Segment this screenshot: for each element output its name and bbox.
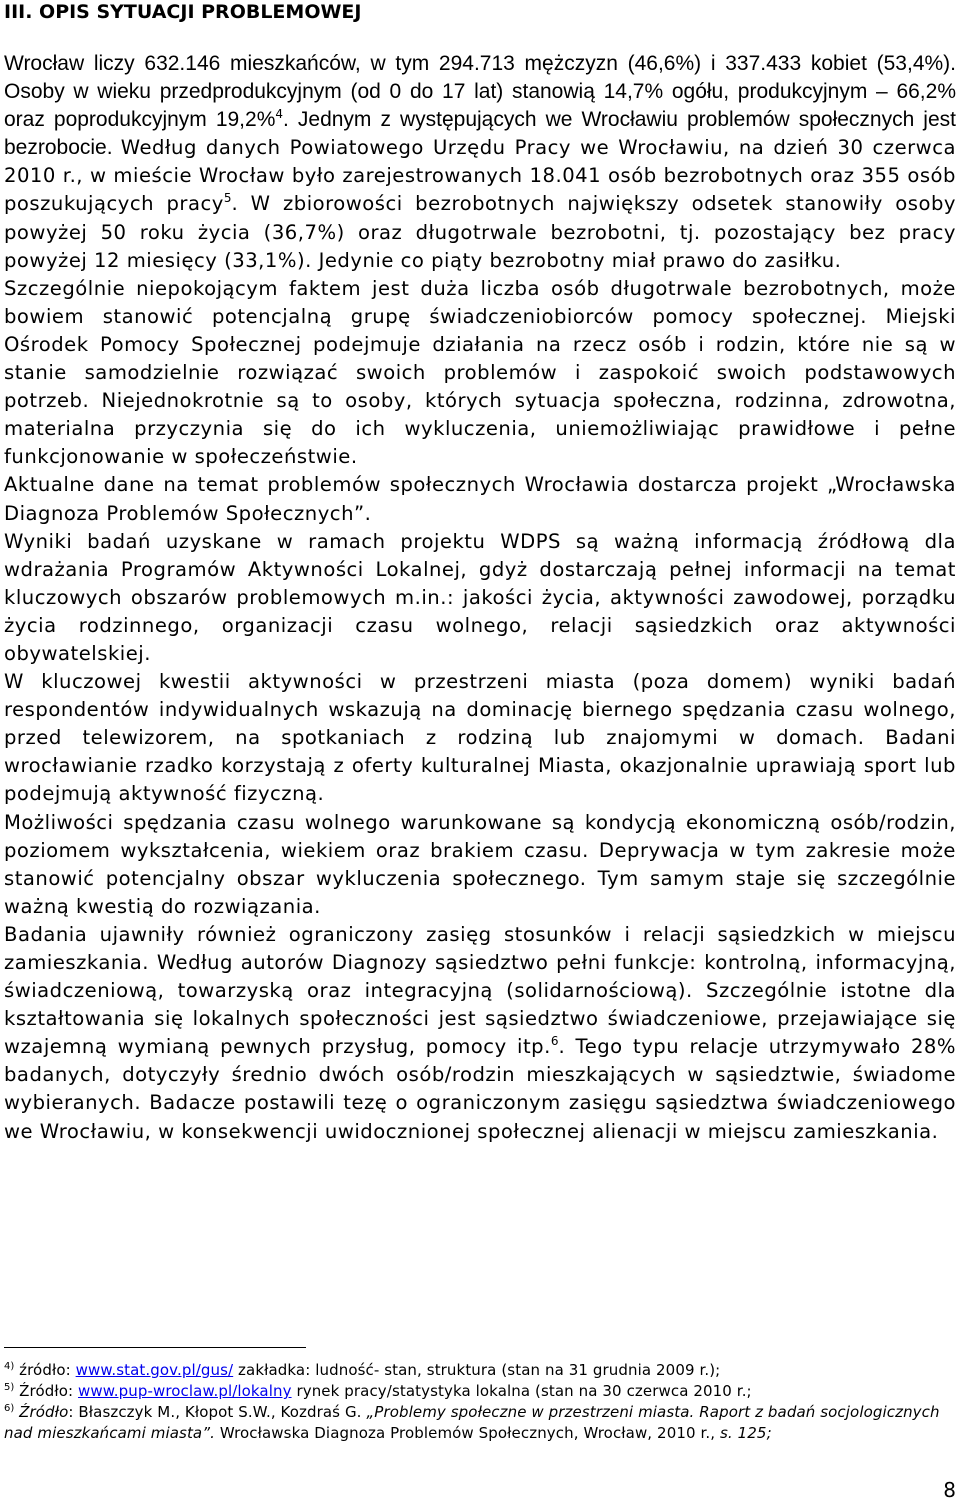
paragraph-leisure: Możliwości spędzania czasu wolnego warunkowane są kondycją ekonomiczną osób/rodzin, poziomem wykształcenia, wiekiem oraz brakiem czasu. Deprywacja w tym zakresie może stanowić potencjalny obszar wykluczenia społecznego. Tym samym staje się szczególnie ważną kwestią do rozwiązania.: [4, 810, 956, 918]
main-text: [4, 50, 956, 1146]
paragraph-project: Aktualne dane na temat problemów społecznych Wrocławia dostarcza projekt „Wrocławska Diagnoza Problemów Społecznych”.: [4, 473, 956, 525]
text-span: . W zbiorowości bezrobotnych największy odsetek stanowiły osoby powyżej 50 roku życia (36,7%) oraz długotrwale bezrobotni, tj. pozostający bez pracy powyżej 12 miesięcy (33,1%). Jedynie co piąty bezrobotny miał prawo do zasiłku.: [4, 192, 956, 272]
footnote-source-label: Źródło:: [19, 1382, 79, 1400]
footnote-source-label: źródło:: [19, 1361, 76, 1379]
footnote-5: [4, 1381, 956, 1402]
footnote-separator: [4, 1347, 306, 1348]
footnote-page-ref: s. 125;: [719, 1424, 772, 1442]
footnote-marker: 5): [4, 1382, 15, 1393]
text-span: Wrocław liczy 632.146 mieszkańców, w tym 294.713 mężczyzn (46,6%) i 337.433 kobiet (53,4%). Osoby w wieku przedprodukcyjnym (od 0 do 17 lat) stanowią 14,7% ogółu, produkcyjnym – 66,2% oraz poprodukcyjnym 19,2%: [4, 52, 956, 132]
footnote-source-label: Źródło: [19, 1403, 69, 1421]
footnote-text: Wrocławska Diagnoza Problemów Społecznych, Wrocław, 2010 r.,: [214, 1424, 720, 1442]
footnote-title: „Problemy społeczne w przestrzeni miasta. Raport z badań socjologicznych nad mieszkańcami miasta”.: [4, 1403, 940, 1442]
paragraph-population: [4, 50, 956, 275]
footnote-marker: 6): [4, 1403, 15, 1414]
text-span: Według danych Powiatowego Urzędu Pracy we Wrocławiu, na dzień 30 czerwca 2010 r., w mieście Wrocław było zarejestrowanych 18.041 osób bezrobotnych oraz 355 osób poszukujących pracy: [4, 136, 956, 216]
footnote-ref-4[interactable]: 4: [275, 107, 284, 122]
footnote-ref-5[interactable]: 5: [223, 191, 232, 206]
paragraph-neighbourhood: [4, 921, 956, 1146]
footnote-marker: 4): [4, 1361, 15, 1372]
footnote-text: zakładka: ludność- stan, struktura (stan na 31 grudnia 2009 r.);: [233, 1361, 721, 1379]
paragraph-activity: W kluczowej kwestii aktywności w przestrzeni miasta (poza domem) wyniki badań respondentów indywidualnych wskazują na dominację biernego spędzania czasu wolnego, przed telewizorem, na spotkaniach z rodziną lub znajomymi w domach. Badani wrocławianie rzadko korzystają z oferty kulturalnej Miasta, okazjonalnie uprawiają sport lub podejmują aktywność fizyczną.: [4, 670, 956, 806]
text-span: . Jednym z występujących we Wrocławiu problemów społecznych jest bezrobocie.: [4, 108, 956, 160]
footnote-link[interactable]: www.stat.gov.pl/gus/: [75, 1361, 234, 1379]
footnote-6: [4, 1402, 956, 1444]
footnotes: [4, 1360, 956, 1444]
text-span: . Tego typu relacje utrzymywało 28% badanych, dotyczyły średnio dwóch osób/rodzin mieszkających w sąsiedztwie, świadome wybieranych. Badacze postawili tezę o ograniczonym zasięgu sąsiedztwa świadczeniowego we Wrocławiu, w konsekwencji uwidocznionej społecznej alienacji w miejscu zamieszkania.: [4, 1035, 956, 1143]
footnote-4: [4, 1360, 956, 1381]
text-span: Badania ujawniły również ograniczony zasięg stosunków i relacji sąsiedzkich w miejscu zamieszkania. Według autorów Diagnozy sąsiedztwo pełni funkcje: kontrolną, informacyjną, świadczeniową, towarzyską oraz integracyjną (solidarnościową). Szczególnie istotne dla kształtowania się lokalnych społeczności jest sąsiedztwo świadczeniowe, przejawiające się wzajemną wymianą pewnych przysług, pomocy itp.: [4, 922, 956, 1059]
footnote-text: rynek pracy/statystyka lokalna (stan na 30 czerwca 2010 r.;: [291, 1382, 752, 1400]
page-number: 8: [943, 1478, 956, 1502]
section-heading: III. OPIS SYTUACJI PROBLEMOWEJ: [4, 1, 362, 23]
paragraph-unemployment: Szczególnie niepokojącym faktem jest duża liczba osób długotrwale bezrobotnych, może bowiem stanowić potencjalną grupę świadczeniobiorców pomocy społecznej. Miejski Ośrodek Pomocy Społecznej podejmuje działania na rzecz osób i rodzin, które nie są w stanie samodzielnie rozwiązać swoich problemów i zaspokoić swoich podstawowych potrzeb. Niejednokrotnie są to osoby, których sytuacja społeczna, rodzinna, zdrowotna, materialna przyczynia się do ich wykluczenia, uniemożliwiając prawidłowe i pełne funkcjonowanie w społeczeństwie.: [4, 276, 956, 469]
paragraph-results: Wyniki badań uzyskane w ramach projektu WDPS są ważną informacją źródłową dla wdrażania Programów Aktywności Lokalnej, gdyż dostarczają pełnej informacji na temat kluczowych obszarów problemowych m.in.: jakości życia, aktywności zawodowej, porządku życia rodzinnego, organizacji czasu wolnego, relacji sąsiedzkich oraz aktywności obywatelskiej.: [4, 529, 956, 665]
footnote-ref-6[interactable]: 6: [550, 1034, 559, 1049]
footnote-link[interactable]: www.pup-wroclaw.pl/lokalny: [78, 1382, 292, 1400]
footnote-text: : Błaszczyk M., Kłopot S.W., Kozdraś G.: [68, 1403, 367, 1421]
